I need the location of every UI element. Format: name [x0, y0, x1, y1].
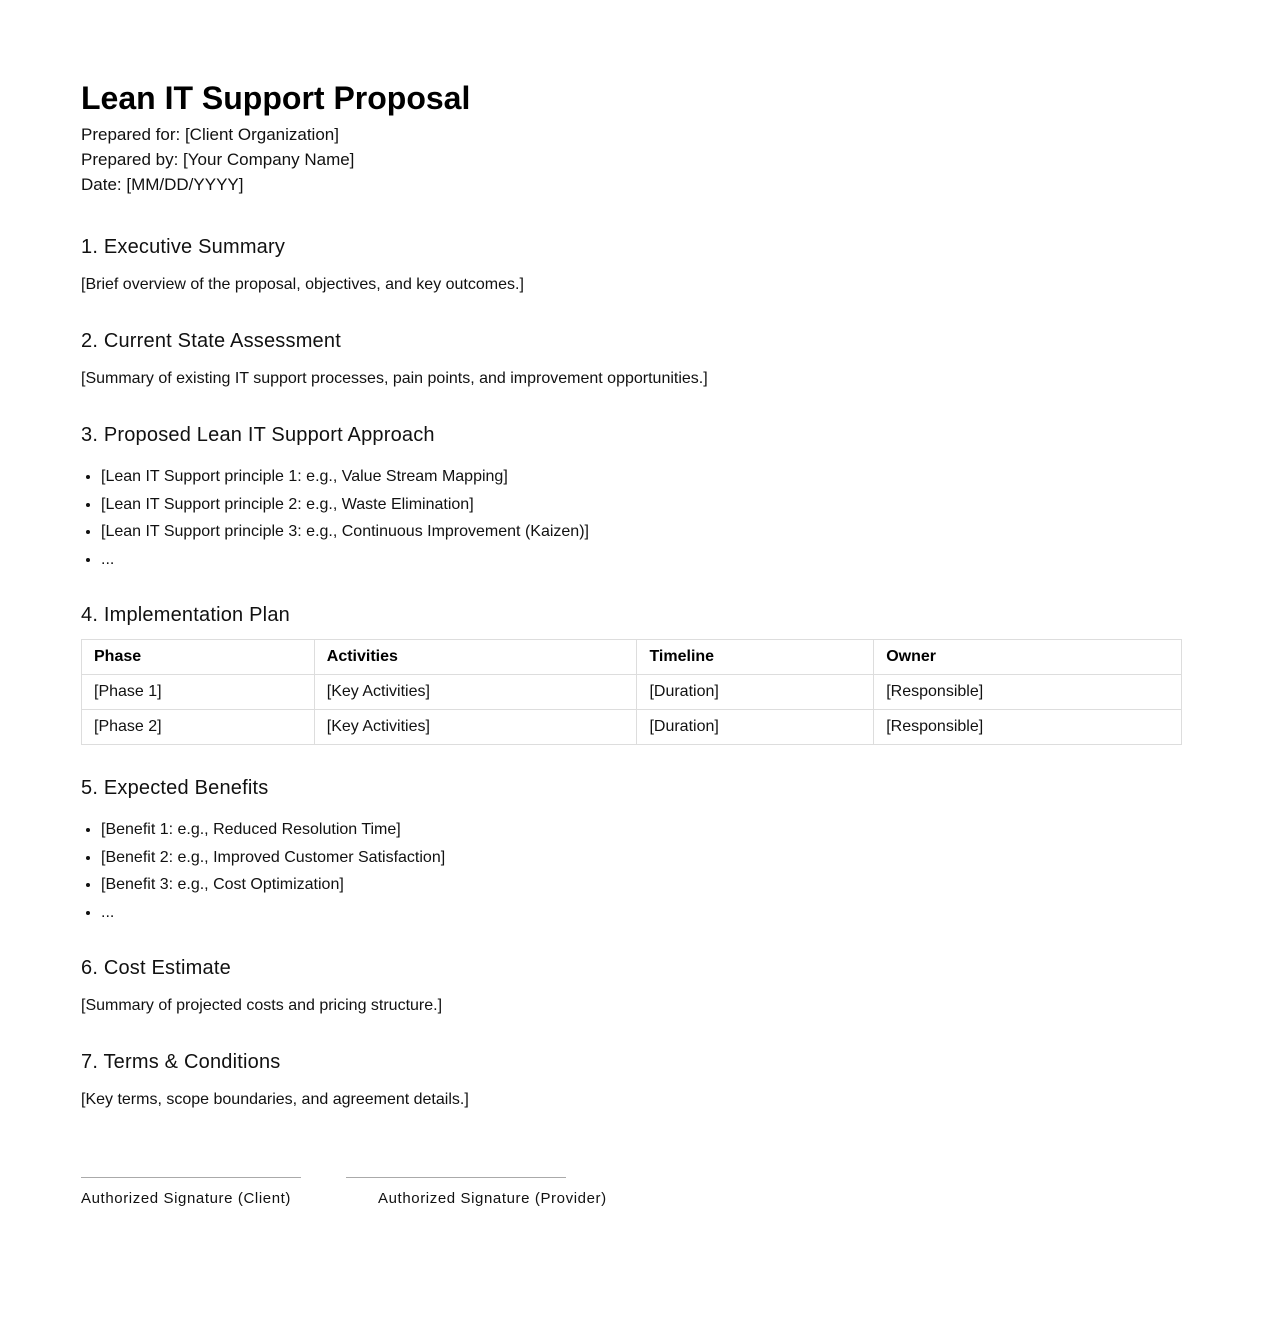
document-meta — [81, 122, 354, 197]
list-item: • [Benefit 1: e.g., Reduced Resolution Time] — [101, 820, 445, 848]
cost-estimate-text: [Summary of projected costs and pricing structure.] — [81, 997, 443, 1014]
list-item: • [Lean IT Support principle 3: e.g., Continuous Improvement (Kaizen)] — [101, 522, 589, 550]
client-signature-label: Authorized Signature (Client) — [81, 1190, 291, 1207]
current-state-text: [Summary of existing IT support processes, pain points, and improvement opportunities.] — [81, 370, 708, 387]
document-title: Lean IT Support Proposal — [81, 80, 471, 116]
executive-summary-text: [Brief overview of the proposal, objectives, and key outcomes.] — [81, 276, 524, 293]
column-header-timeline: Timeline — [637, 640, 874, 675]
list-item: • ... — [101, 903, 445, 931]
cell-activities: [Key Activities] — [314, 675, 637, 710]
column-header-phase: Phase — [82, 640, 315, 675]
section-heading-terms: 7. Terms & Conditions — [81, 1051, 281, 1073]
cell-activities: [Key Activities] — [314, 710, 637, 745]
list-item: • [Benefit 2: e.g., Improved Customer Satisfaction] — [101, 848, 445, 876]
section-heading-expected-benefits: 5. Expected Benefits — [81, 777, 269, 799]
approach-list — [81, 467, 589, 577]
section-heading-cost-estimate: 6. Cost Estimate — [81, 957, 231, 979]
cell-timeline: [Duration] — [637, 675, 874, 710]
benefits-list — [81, 820, 445, 930]
column-header-activities: Activities — [314, 640, 637, 675]
table-row — [82, 675, 1182, 710]
table-header-row — [82, 640, 1182, 675]
client-signature-line — [81, 1177, 301, 1178]
cell-owner: [Responsible] — [874, 710, 1182, 745]
section-heading-executive-summary: 1. Executive Summary — [81, 236, 286, 258]
table-row — [82, 710, 1182, 745]
implementation-table — [81, 639, 1182, 745]
section-heading-implementation-plan: 4. Implementation Plan — [81, 604, 290, 626]
provider-signature-label: Authorized Signature (Provider) — [378, 1190, 607, 1207]
section-heading-approach: 3. Proposed Lean IT Support Approach — [81, 424, 435, 446]
cell-timeline: [Duration] — [637, 710, 874, 745]
prepared-by: Prepared by: [Your Company Name] — [81, 150, 355, 169]
prepared-for: Prepared for: [Client Organization] — [81, 125, 339, 144]
section-heading-current-state: 2. Current State Assessment — [81, 330, 341, 352]
list-item: • ... — [101, 550, 589, 578]
list-item: • [Lean IT Support principle 1: e.g., Value Stream Mapping] — [101, 467, 589, 495]
provider-signature-line — [346, 1177, 566, 1178]
cell-owner: [Responsible] — [874, 675, 1182, 710]
column-header-owner: Owner — [874, 640, 1182, 675]
terms-text: [Key terms, scope boundaries, and agreement details.] — [81, 1091, 469, 1108]
cell-phase: [Phase 2] — [82, 710, 315, 745]
cell-phase: [Phase 1] — [82, 675, 315, 710]
list-item: • [Lean IT Support principle 2: e.g., Waste Elimination] — [101, 495, 589, 523]
date: Date: [MM/DD/YYYY] — [81, 175, 244, 194]
list-item: • [Benefit 3: e.g., Cost Optimization] — [101, 875, 445, 903]
